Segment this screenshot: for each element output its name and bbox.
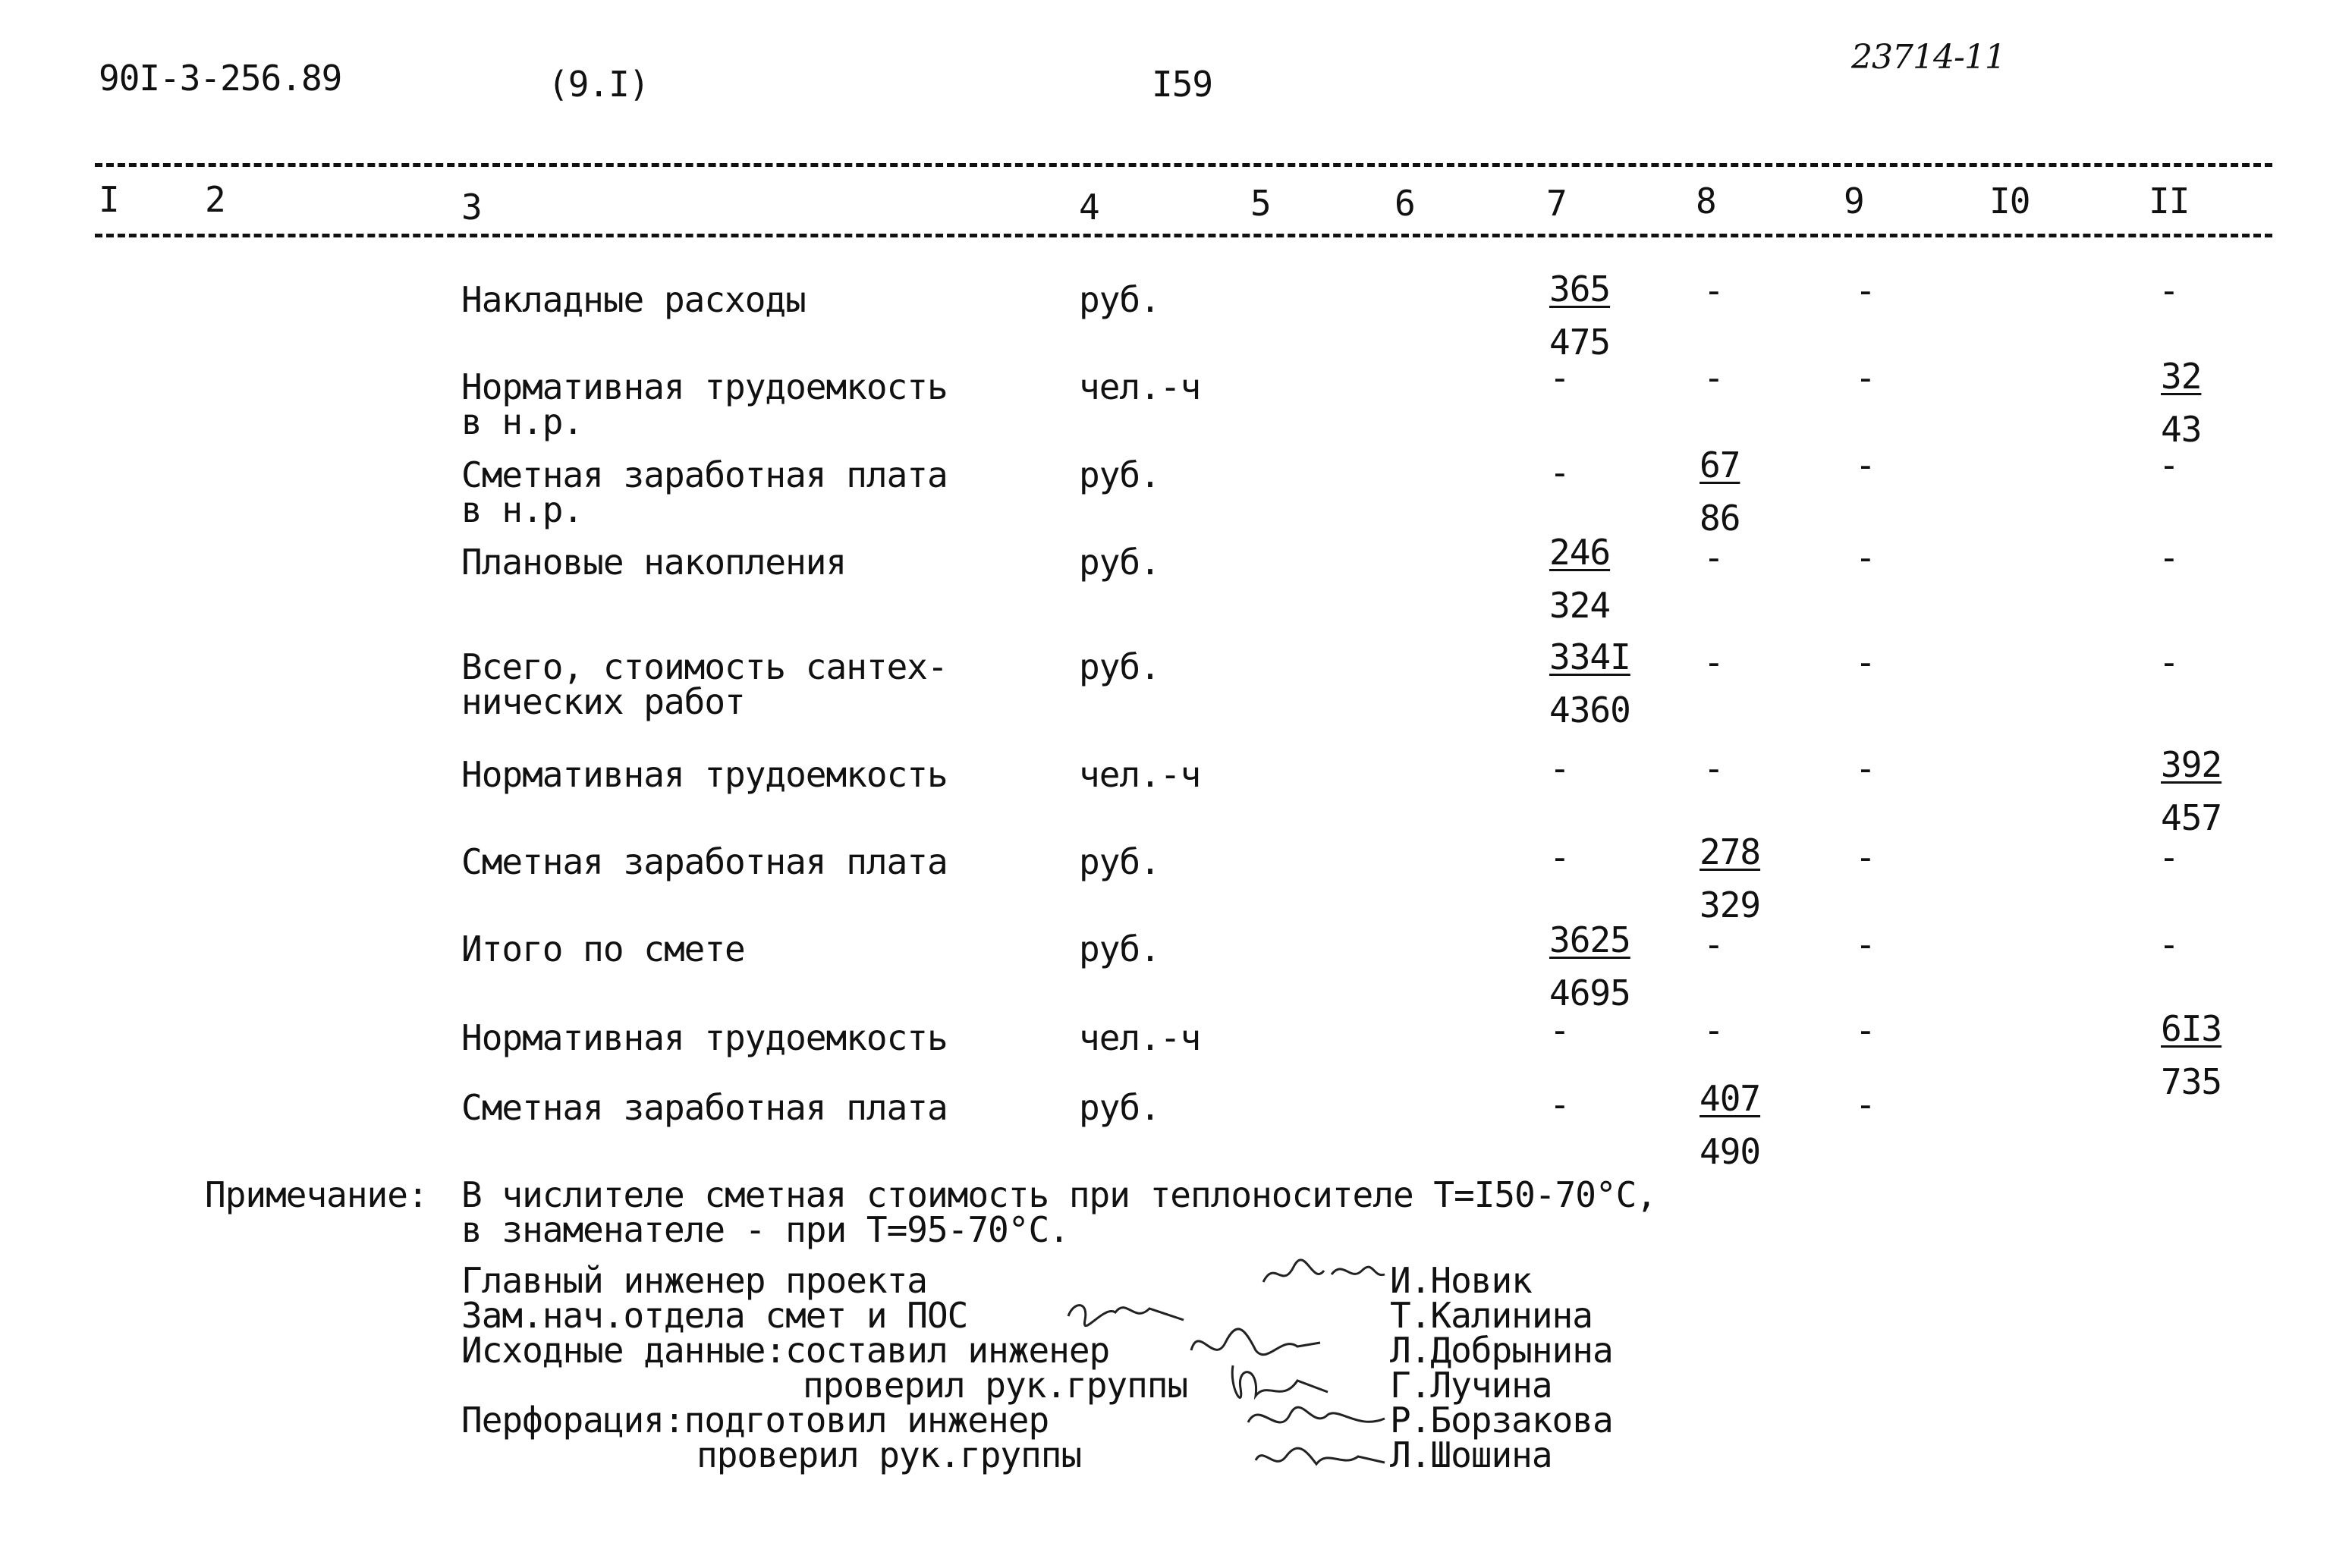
cell-col7-numerator: 365 xyxy=(1549,269,1611,310)
cell-col11: - xyxy=(2159,837,2179,878)
signature-name: Р.Борзакова xyxy=(1390,1400,1613,1441)
document-code: 90I-3-256.89 xyxy=(99,58,342,99)
cell-col11-numerator: 32 xyxy=(2161,356,2202,397)
cell-col8: - xyxy=(1703,924,1724,965)
handwritten-signature-6 xyxy=(1252,1434,1388,1479)
cell-col11-numerator: 392 xyxy=(2161,744,2222,785)
cell-col7: - xyxy=(1549,837,1570,878)
column-header-10: I0 xyxy=(1989,181,2030,222)
cell-col8-denominator: 86 xyxy=(1700,498,1740,539)
cell-col11: - xyxy=(2159,270,2179,311)
note-line-2: в знаменателе - при Т=95-70°С. xyxy=(461,1209,1069,1250)
cell-col9: - xyxy=(1855,445,1876,485)
cell-col9: - xyxy=(1855,1084,1876,1125)
cell-col7: - xyxy=(1549,748,1570,789)
row-label: Сметная заработная плата xyxy=(461,841,948,882)
row-label-continuation: нических работ xyxy=(461,681,745,722)
cell-col7-numerator: 3625 xyxy=(1549,919,1630,960)
cell-col9: - xyxy=(1855,270,1876,311)
cell-col11: - xyxy=(2159,642,2179,683)
row-unit: руб. xyxy=(1079,279,1160,320)
cell-col8: - xyxy=(1703,270,1724,311)
cell-col11: - xyxy=(2159,924,2179,965)
column-header-9: 9 xyxy=(1844,181,1864,222)
cell-col11-denominator: 43 xyxy=(2161,409,2202,450)
cell-col7: - xyxy=(1549,357,1570,398)
cell-col9: - xyxy=(1855,1010,1876,1051)
section-number: (9.I) xyxy=(548,64,649,105)
cell-col7-denominator: 324 xyxy=(1549,585,1611,626)
row-label: Плановые накопления xyxy=(461,542,847,583)
row-unit: чел.-ч xyxy=(1079,1017,1201,1058)
row-label: Итого по смете xyxy=(461,929,745,969)
signature-name: Л.Шошина xyxy=(1390,1434,1552,1475)
cell-col8: - xyxy=(1703,537,1724,578)
archive-stamp-number: 23714-11 xyxy=(1851,38,2005,77)
cell-col9: - xyxy=(1855,837,1876,878)
cell-col11-denominator: 457 xyxy=(2161,797,2222,838)
cell-col7-denominator: 475 xyxy=(1549,322,1611,363)
row-label: Всего, стоимость сантех- xyxy=(461,646,948,687)
column-header-1: I xyxy=(99,179,119,220)
cell-col8: - xyxy=(1703,642,1724,683)
cell-col11: - xyxy=(2159,445,2179,485)
column-header-3: 3 xyxy=(461,187,482,228)
row-label: Нормативная трудоемкость xyxy=(461,754,948,795)
row-label-continuation: в н.р. xyxy=(461,489,583,530)
signature-name: Т.Калинина xyxy=(1390,1295,1593,1336)
signature-role: проверил рук.группы xyxy=(696,1434,1082,1475)
column-header-11: II xyxy=(2149,181,2190,222)
signature-role: Зам.нач.отдела смет и ПОС xyxy=(461,1295,968,1336)
row-unit: руб. xyxy=(1079,454,1160,495)
row-unit: руб. xyxy=(1079,929,1160,969)
cell-col7: - xyxy=(1549,452,1570,493)
cell-col8: - xyxy=(1703,1010,1724,1051)
row-label: Сметная заработная плата xyxy=(461,1087,948,1128)
row-label: Накладные расходы xyxy=(461,279,806,320)
signature-role: Главный инженер проекта xyxy=(461,1260,927,1301)
cell-col8-denominator: 490 xyxy=(1700,1131,1761,1172)
note-line-1: В числителе сметная стоимость при теплоносителе Т=I50-70°С, xyxy=(461,1174,1656,1215)
cell-col7-denominator: 4360 xyxy=(1549,690,1630,731)
signature-role: проверил рук.группы xyxy=(803,1365,1188,1406)
row-unit: руб. xyxy=(1079,542,1160,583)
page-number: I59 xyxy=(1152,64,1213,105)
row-unit: чел.-ч xyxy=(1079,754,1201,795)
cell-col9: - xyxy=(1855,537,1876,578)
cell-col9: - xyxy=(1855,924,1876,965)
handwritten-signature-1 xyxy=(1259,1252,1388,1297)
cell-col11-denominator: 735 xyxy=(2161,1061,2222,1102)
row-unit: чел.-ч xyxy=(1079,366,1201,407)
signature-role: Перфорация:подготовил инженер xyxy=(461,1400,1049,1441)
column-header-7: 7 xyxy=(1546,183,1567,224)
cell-col9: - xyxy=(1855,357,1876,398)
note-label: Примечание: xyxy=(205,1174,428,1215)
cell-col7: - xyxy=(1549,1084,1570,1125)
row-unit: руб. xyxy=(1079,841,1160,882)
row-unit: руб. xyxy=(1079,646,1160,687)
signature-name: Г.Лучина xyxy=(1390,1365,1552,1406)
signature-name: Л.Добрынина xyxy=(1390,1330,1613,1371)
column-header-2: 2 xyxy=(205,179,225,220)
cell-col7-numerator: 246 xyxy=(1549,532,1611,573)
column-header-6: 6 xyxy=(1395,183,1415,224)
cell-col8-numerator: 278 xyxy=(1700,831,1761,872)
cell-col8: - xyxy=(1703,748,1724,789)
row-label-continuation: в н.р. xyxy=(461,401,583,442)
column-header-5: 5 xyxy=(1250,183,1271,224)
signature-role: Исходные данные:составил инженер xyxy=(461,1330,1110,1371)
row-unit: руб. xyxy=(1079,1087,1160,1128)
handwritten-signature-2 xyxy=(1062,1290,1191,1335)
column-header-4: 4 xyxy=(1079,187,1099,228)
row-label: Нормативная трудоемкость xyxy=(461,1017,948,1058)
signature-name: И.Новик xyxy=(1390,1260,1532,1301)
row-label: Нормативная трудоемкость xyxy=(461,366,948,407)
cell-col8-denominator: 329 xyxy=(1700,885,1761,925)
cell-col8-numerator: 407 xyxy=(1700,1078,1761,1119)
row-label: Сметная заработная плата xyxy=(461,454,948,495)
cell-col8: - xyxy=(1703,357,1724,398)
cell-col9: - xyxy=(1855,642,1876,683)
cell-col11: - xyxy=(2159,537,2179,578)
header-top-rule xyxy=(95,163,2272,167)
cell-col7: - xyxy=(1549,1010,1570,1051)
cell-col11-numerator: 6I3 xyxy=(2161,1008,2222,1049)
cell-col7-numerator: 334I xyxy=(1549,636,1630,677)
cell-col7-denominator: 4695 xyxy=(1549,973,1630,1013)
column-header-8: 8 xyxy=(1696,181,1716,222)
cell-col9: - xyxy=(1855,748,1876,789)
cell-col8-numerator: 67 xyxy=(1700,445,1740,485)
header-bottom-rule xyxy=(95,234,2272,237)
